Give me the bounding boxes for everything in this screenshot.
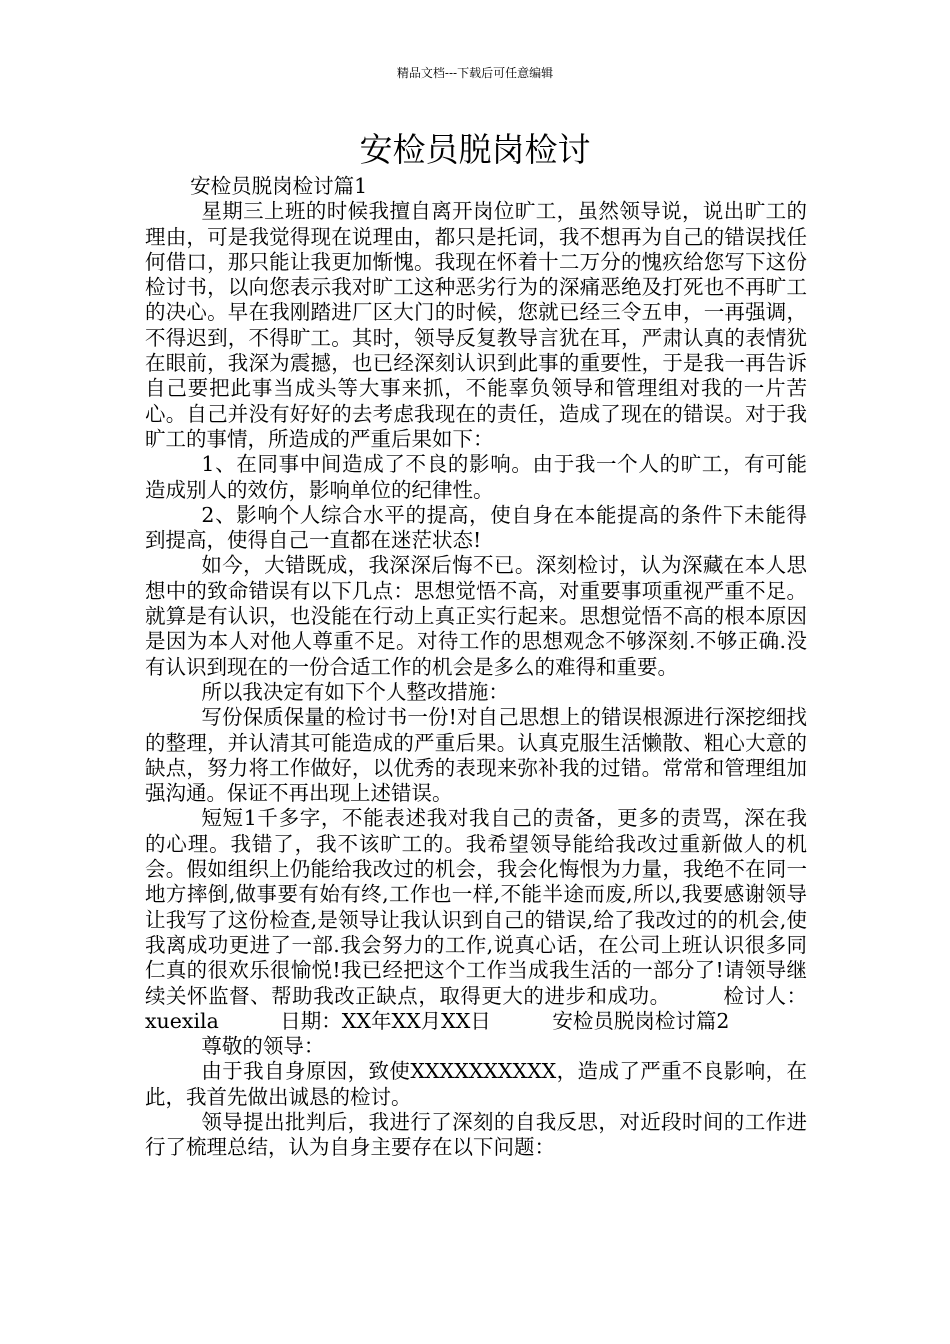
paragraph-5: 所以我决定有如下个人整改措施： — [201, 679, 509, 704]
paragraph-8: 尊敬的领导： — [201, 1034, 325, 1059]
page-header: 精品文档---下载后可任意编辑 — [396, 66, 554, 80]
paragraph-2: 1、在同事中间造成了不良的影响。由于我一个人的旷工，有可能造成别人的效仿，影响单位的纪律性。 — [145, 452, 807, 502]
paragraph-4: 如今，大错既成，我深深后悔不已。深刻检讨，认为深藏在本人思想中的致命错误有以下几点：思想觉悟不高，对重要事项重视严重不足。就算是有认识，也没能在行动上真正实行起来。思想觉悟不高的根本原因是因为本人对他人尊重不足。对待工作的思想观念不够深刻.不够正确.没有认识到现在的一份合适工作的机会是多么的难得和重要。 — [145, 553, 807, 679]
paragraph-1: 星期三上班的时候我擅自离开岗位旷工，虽然领导说，说出旷工的理由，可是我觉得现在说理由，都只是托词，我不想再为自己的错误找任何借口，那只能让我更加惭愧。我现在怀着十二万分的愧疚给您写下这份检讨书，以向您表示我对旷工这种恶劣行为的深痛恶绝及打死也不再旷工的决心。早在我刚踏进厂区大门的时候，您就已经三令五申，一再强调，不得迟到，不得旷工。其时，领导反复教导言犹在耳，严肃认真的表情犹在眼前，我深为震撼，也已经深刻认识到此事的重要性，于是我一再告诉自己要把此事当成头等大事来抓，不能辜负领导和管理组对我的一片苦心。自己并没有好好的去考虑我现在的责任，造成了现在的错误。对于我旷工的事情，所造成的严重后果如下： — [145, 199, 807, 451]
section-heading-1: 安检员脱岗检讨篇1 — [190, 174, 368, 198]
document-body — [145, 174, 807, 1161]
paragraph-6: 写份保质保量的检讨书一份!对自己思想上的错误根源进行深挖细找的整理，并认清其可能造成的严重后果。认真克服生活懒散、粗心大意的缺点，努力将工作做好，以优秀的表现来弥补我的过错。常常和管理组加强沟通。保证不再出现上述错误。 — [145, 705, 807, 806]
document-title: 安检员脱岗检讨 — [359, 130, 591, 169]
paragraph-10: 领导提出批判后，我进行了深刻的自我反思，对近段时间的工作进行了梳理总结，认为自身主要存在以下问题： — [145, 1109, 807, 1160]
paragraph-3: 2、影响个人综合水平的提高，使自身在本能提高的条件下未能得到提高，使得自己一直都在迷茫状态! — [145, 502, 807, 553]
paragraph-7: 短短1千多字，不能表述我对我自己的责备，更多的责骂，深在我的心理。我错了，我不该旷工的。我希望领导能给我改过重新做人的机会。假如组织上仍能给我改过的机会，我会化悔恨为力量，我绝不在同一地方摔倒,做事要有始有终,工作也一样,不能半途而废,所以,我要感谢领导让我写了这份检查,是领导让我认识到自己的错误,给了我改过的的机会,使我离成功更进了一部.我会努力的工作,说真心话，在公司上班认识很多同仁真的很欢乐很愉悦!我已经把这个工作当成我生活的一部分了!请领导继续关怀监督、帮助我改正缺点，取得更大的进步和成功。 检讨人：xuexila 日期：XX年XX月XX日 安检员脱岗检讨篇2 — [145, 806, 807, 1033]
paragraph-9: 由于我自身原因，致使XXXXXXXXXX，造成了严重不良影响，在此，我首先做出诚恳的检讨。 — [145, 1059, 807, 1109]
